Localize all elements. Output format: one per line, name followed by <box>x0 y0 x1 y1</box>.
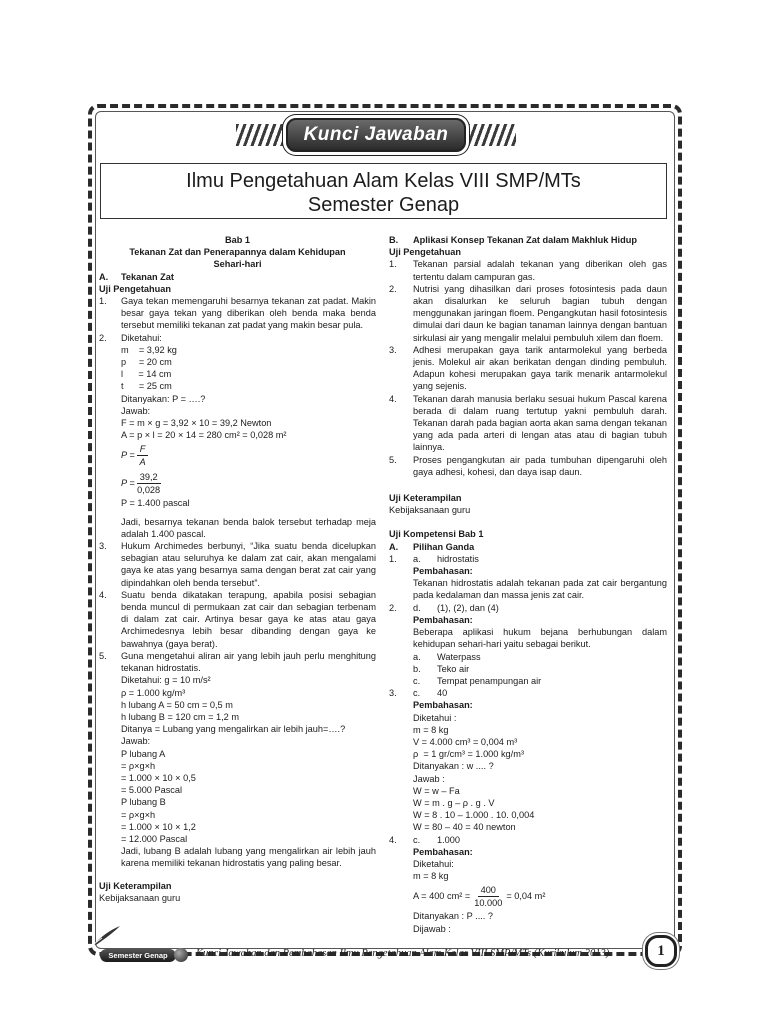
force-calc: F = m × g = 3,92 × 10 = 39,2 Newton <box>121 418 272 429</box>
section-title: Pilihan Ganda <box>413 541 475 552</box>
given-l: l = 14 cm <box>121 369 172 380</box>
item-number: 1. <box>389 553 397 564</box>
area-rhs: = 0,04 m² <box>506 891 546 902</box>
answer-item <box>389 393 667 454</box>
option-answer: (1), (2), dan (4) <box>437 602 499 613</box>
calc-line: W = w – Fa <box>413 785 460 796</box>
calc-line: m = 8 kg <box>413 724 449 735</box>
semester-label: Semester Genap <box>100 949 176 962</box>
given-m: m = 3,92 kg <box>121 344 177 355</box>
fraction <box>137 443 149 468</box>
uji-keterampilan-heading: Uji Keterampilan <box>99 880 172 891</box>
keterampilan-answer: Kebijaksanaan guru <box>389 505 471 516</box>
denominator: 10.000 <box>474 897 503 908</box>
calc-line: Diketahui: g = 10 m/s² <box>121 675 211 686</box>
conclusion-text: Jadi, lubang B adalah lubang yang mengalirkan air lebih jauh karena memiliki tekanan hidrostatis yang paling besar. <box>121 846 376 869</box>
answer-item <box>99 650 376 674</box>
calc-line: = ρ×g×h <box>121 809 156 820</box>
section-letter: A. <box>99 271 109 282</box>
kunci-jawaban-banner <box>236 116 516 154</box>
section-a-heading <box>99 271 376 283</box>
calc-line: Diketahui: <box>413 858 454 869</box>
item-text: Suatu benda dikatakan terapung, apabila posisi sebagian benda muncul di permukaan zat cair dan sebagian terbenam di dalam zat cair. Artinya besar gaya ke atas atau gaya Archimedesnya lebih besar dibanding dengan gaya ke bawahnya (gaya berat). <box>121 589 376 649</box>
sub-letter: a. <box>413 651 421 662</box>
footer-badge <box>92 944 192 968</box>
answer-item <box>389 283 667 344</box>
answer-item <box>99 332 376 344</box>
calc-line: V = 4.000 cm³ = 0,004 m³ <box>413 736 518 747</box>
keterampilan-answer: Kebijaksanaan guru <box>99 892 181 903</box>
section-title: Tekanan Zat <box>121 271 174 282</box>
mc-answer <box>389 687 667 699</box>
item-number: 4. <box>389 393 397 404</box>
pembahasan-label: Pembahasan: <box>413 566 473 577</box>
calc-line: W = 80 – 40 = 40 newton <box>413 822 516 833</box>
calc-line: Ditanya = Lubang yang mengalirkan air lebih jauh=….? <box>121 724 346 735</box>
sub-text: Tempat penampungan air <box>437 675 542 686</box>
item-number: 2. <box>389 283 397 294</box>
item-number: 1. <box>389 259 397 270</box>
calc-line: Ditanyakan : w .... ? <box>413 761 494 772</box>
right-column <box>389 234 667 935</box>
calc-line: W = 8 . 10 – 1.000 . 10. 0,004 <box>413 810 535 821</box>
calc-line: Jawab: <box>121 736 151 747</box>
item-number: 2. <box>389 602 397 613</box>
pembahasan-label: Pembahasan: <box>413 614 473 625</box>
asked-line: Ditanyakan: P = ….? <box>121 393 206 404</box>
item-number: 1. <box>99 296 107 307</box>
item-number: 3. <box>389 688 397 699</box>
chapter-title-line1: Tekanan Zat dan Penerapannya dalam Kehidupan <box>129 247 346 258</box>
calc-line: ρ = 1 gr/cm³ = 1.000 kg/m³ <box>413 749 524 760</box>
item-text: Adhesi merupakan gaya tarik antarmolekul yang berbeda jenis. Molekul air akan berikatan dengan dinding pembuluh. Adapun kohesi merupakan gaya tarik menarik antarmolekul yang sejenis. <box>413 344 667 392</box>
answer-item <box>389 258 667 282</box>
mc-answer <box>389 553 667 565</box>
formula-lhs: P = <box>121 450 135 461</box>
calc-line: = 5.000 Pascal <box>121 785 183 796</box>
pembahasan-text: Tekanan hidrostatis adalah tekanan pada zat cair bergantung pada kedalaman dan massa jenis zat cair. <box>413 578 667 601</box>
answer-item <box>389 454 667 478</box>
item-text: Nutrisi yang dihasilkan dari proses fotosintesis pada daun akan disalurkan ke seluruh bagian tubuh dengan menggunakan jaringan floem. Pengangkutan hasil fotosintesis dimulai dari daun ke bagian tanaman lainnya dengan bantuan sirkulasi air yang mengalir melalui pembuluh xilem dan floem. <box>413 283 667 343</box>
calc-line: P lubang B <box>121 797 166 808</box>
sub-letter: b. <box>413 663 421 674</box>
item-text: Tekanan darah manusia berlaku sesuai hukum Pascal karena berada di dalam ruang tertutup yakni pembuluh darah. Tekanan darah pada bagian aorta akan sama dengan tekanan yang ada pada arteri di lengan atas atau di bagian tubuh lainnya. <box>413 393 667 453</box>
numerator: F <box>137 443 149 456</box>
answer-item <box>99 540 376 589</box>
uji-pengetahuan-heading: Uji Pengetahuan <box>99 283 171 294</box>
calc-line: = 12.000 Pascal <box>121 833 188 844</box>
calc-line: = ρ×g×h <box>121 760 156 771</box>
calc-line: P lubang A <box>121 748 166 759</box>
banner-label: Kunci Jawaban <box>286 118 467 152</box>
section-title: Aplikasi Konsep Tekanan Zat dalam Makhluk Hidup <box>413 235 637 245</box>
item-text: Hukum Archimedes berbunyi, “Jika suatu benda dicelupkan sebagian atau seluruhya ke dalam zat cair, akan mengalami gaya ke atas yang besarnya sama dengan berat zat cair yang dipindahkan oleh benda tersebut”. <box>121 541 376 588</box>
pressure-substitution <box>99 469 376 497</box>
numerator: 39,2 <box>137 471 161 484</box>
conclusion-text: Jadi, besarnya tekanan benda balok tersebut terhadap meja adalah 1.400 pascal. <box>121 516 376 539</box>
fraction <box>474 884 502 909</box>
item-text: Diketahui: <box>121 332 162 343</box>
item-number: 2. <box>99 332 107 343</box>
item-text: Proses pengangkutan air pada tumbuhan dipengaruhi oleh gaya adhesi, kohesi, dan daya isap daun. <box>413 454 667 477</box>
page-number: 1 <box>645 935 677 967</box>
calc-line: Jawab : <box>413 773 445 784</box>
denominator: 0,028 <box>137 484 161 495</box>
calc-line: Ditanyakan : P .... ? <box>413 911 494 922</box>
fraction <box>137 471 161 496</box>
calc-line: ρ = 1.000 kg/m³ <box>121 687 186 698</box>
pembahasan-label: Pembahasan: <box>413 700 473 711</box>
spacer <box>389 516 667 528</box>
given-t: t = 25 cm <box>121 381 172 392</box>
denominator: A <box>139 456 146 467</box>
badge-dot-icon <box>174 948 188 962</box>
item-text: Gaya tekan memengaruhi besarnya tekanan zat padat. Makin besar gaya tekan yang diberikan oleh benda maka benda tersebut memiliki tekanan zat padat yang makin besar pula. <box>121 296 376 331</box>
page-title-box <box>100 163 667 219</box>
pressure-result: P = 1.400 pascal <box>121 498 190 509</box>
mc-answer <box>389 602 667 614</box>
section-letter: B. <box>389 235 399 245</box>
calc-line: = 1.000 × 10 × 1,2 <box>121 821 196 832</box>
item-text: Tekanan parsial adalah tekanan yang diberikan oleh gas tertentu dalam campuran gas. <box>413 259 667 282</box>
page-title: Ilmu Pengetahuan Alam Kelas VIII SMP/MTs <box>186 170 581 192</box>
answer-item <box>99 295 376 332</box>
pressure-formula <box>99 441 376 469</box>
calc-line: Dijawab : <box>413 923 451 934</box>
footer-caption: Kunci Jawaban dan Pembahasan Ilmu Pengetahuan Alam Kelas VIII SMP/MTs (Kurikulum 2013) <box>196 948 610 959</box>
chapter-title-line2: Sehari-hari <box>213 259 262 270</box>
area-conversion <box>389 882 667 910</box>
item-number: 3. <box>389 344 397 355</box>
page-subtitle: Semester Genap <box>307 194 460 216</box>
formula-lhs: P = <box>121 478 135 489</box>
item-number: 4. <box>99 589 107 600</box>
uji-pengetahuan-heading: Uji Pengetahuan <box>389 247 461 258</box>
section-letter: A. <box>389 541 399 552</box>
sub-text: Teko air <box>437 663 470 674</box>
sub-letter: c. <box>413 675 421 686</box>
option-letter: c. <box>413 688 421 699</box>
item-text: Guna mengetahui aliran air yang lebih jauh perlu menghitung tekanan hidrostatis. <box>121 650 376 674</box>
sub-list-item <box>389 675 667 687</box>
calc-line: h lubang A = 50 cm = 0,5 m <box>121 699 233 710</box>
option-letter: a. <box>413 553 421 564</box>
sub-list-item <box>389 663 667 675</box>
answer-item <box>99 589 376 650</box>
uji-keterampilan-heading: Uji Keterampilan <box>389 493 462 504</box>
pembahasan-text: Beberapa aplikasi hukum bejana berhubungan dalam kehidupan sehari-hari yaitu sebagai berikut. <box>413 627 667 650</box>
area-calc: A = p × l = 20 × 14 = 280 cm² = 0,028 m² <box>121 430 287 441</box>
chapter-label: Bab 1 <box>224 235 251 245</box>
item-number: 4. <box>389 834 397 845</box>
calc-line: W = m . g – ρ . g . V <box>413 797 495 808</box>
item-number: 3. <box>99 541 107 552</box>
calc-line: h lubang B = 120 cm = 1,2 m <box>121 711 239 722</box>
area-lhs: A = 400 cm² = <box>413 891 471 902</box>
mc-answer <box>389 834 667 846</box>
answer-label: Jawab: <box>121 405 151 416</box>
option-answer: 40 <box>437 688 448 699</box>
pembahasan-label: Pembahasan: <box>413 846 473 857</box>
calc-line: Diketahui : <box>413 712 457 723</box>
option-answer: hidrostatis <box>437 553 479 564</box>
given-p: p = 20 cm <box>121 357 172 368</box>
left-column <box>99 234 376 904</box>
option-letter: d. <box>413 602 421 613</box>
option-answer: 1.000 <box>437 834 460 845</box>
spacer <box>389 478 667 492</box>
numerator: 400 <box>478 884 499 897</box>
calc-line: = 1.000 × 10 × 0,5 <box>121 772 196 783</box>
sub-text: Waterpass <box>437 651 481 662</box>
option-letter: c. <box>413 834 421 845</box>
calc-line: m = 8 kg <box>413 871 449 882</box>
pilihan-ganda-heading <box>389 541 667 553</box>
item-number: 5. <box>389 454 397 465</box>
item-number: 5. <box>99 650 107 661</box>
sub-list-item <box>389 651 667 663</box>
uji-kompetensi-heading: Uji Kompetensi Bab 1 <box>389 529 484 540</box>
quill-icon <box>92 924 122 946</box>
spacer <box>99 870 376 880</box>
answer-item <box>389 344 667 393</box>
section-b-heading <box>389 234 667 246</box>
